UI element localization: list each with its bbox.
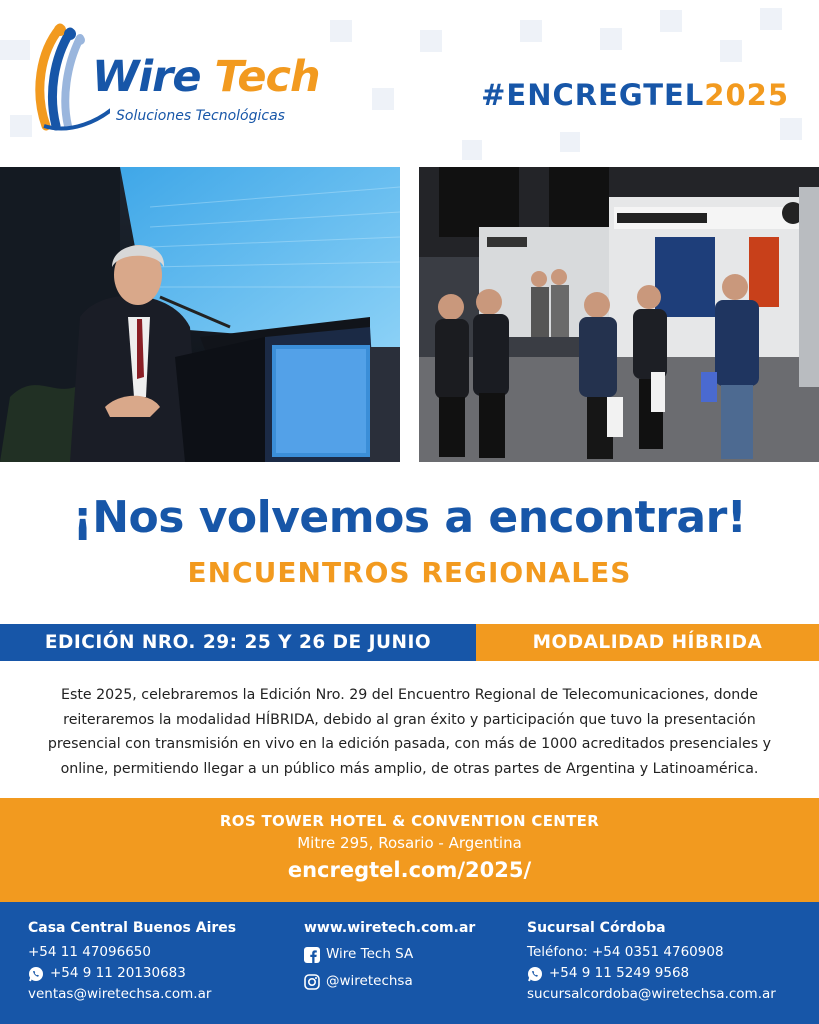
logo-wordmark bbox=[92, 52, 320, 102]
decor-square bbox=[760, 8, 782, 30]
footer-cordoba bbox=[527, 920, 776, 1005]
wiretech-logo bbox=[30, 22, 320, 142]
cordoba-whatsapp-number: +54 9 11 5249 9568 bbox=[549, 965, 690, 981]
instagram-label: @wiretechsa bbox=[326, 973, 413, 989]
venue-banner bbox=[0, 798, 819, 902]
facebook-icon bbox=[304, 947, 320, 963]
cordoba-phone[interactable]: Teléfono: +54 0351 4760908 bbox=[527, 944, 724, 960]
edition-label: EDICIÓN NRO. 29: 25 Y 26 DE JUNIO bbox=[0, 624, 476, 661]
website-link[interactable]: www.wiretech.com.ar bbox=[304, 920, 476, 936]
footer-buenos-aires bbox=[28, 920, 236, 1005]
event-url-link[interactable]: encregtel.com/2025/ bbox=[287, 858, 532, 882]
cordoba-email[interactable]: sucursalcordoba@wiretechsa.com.ar bbox=[527, 986, 776, 1002]
speaker-photo bbox=[0, 167, 400, 462]
buenos-aires-phone[interactable]: +54 11 47096650 bbox=[28, 944, 151, 960]
hashtag-year: 2025 bbox=[704, 78, 789, 112]
headline: ¡Nos volvemos a encontrar! bbox=[72, 492, 747, 543]
decor-square bbox=[660, 10, 682, 32]
footer bbox=[0, 902, 819, 1024]
facebook-label: Wire Tech SA bbox=[326, 946, 414, 962]
event-description: Este 2025, celebraremos la Edición Nro. 29 del Encuentro Regional de Telecomunicaciones, donde reiteraremos la modalidad HÍBRIDA, debido al gran éxito y participación que tuvo la presentación presencial con transmisión en vivo en la edición pasada, con más de 1000 acreditados presenciales y online, permitiendo llegar a un público más amplio, de otras partes de Argentina y Latinoamérica. bbox=[47, 687, 772, 777]
buenos-aires-whatsapp[interactable] bbox=[28, 963, 236, 984]
decor-square bbox=[720, 40, 742, 62]
modality-label: MODALIDAD HÍBRIDA bbox=[476, 624, 819, 661]
decor-square bbox=[372, 88, 394, 110]
decor-square bbox=[462, 140, 482, 160]
logo-word-wire: Wire bbox=[92, 52, 201, 102]
decor-square bbox=[600, 28, 622, 50]
venue-address: Mitre 295, Rosario - Argentina bbox=[297, 834, 522, 852]
cordoba-whatsapp[interactable] bbox=[527, 963, 776, 984]
whatsapp-icon bbox=[527, 966, 543, 982]
venue-name: ROS TOWER HOTEL & CONVENTION CENTER bbox=[219, 812, 600, 830]
event-hashtag bbox=[481, 78, 789, 112]
buenos-aires-title: Casa Central Buenos Aires bbox=[28, 920, 237, 936]
decor-square bbox=[420, 30, 442, 52]
hashtag-main: #ENCREGTEL bbox=[481, 78, 705, 112]
logo-tagline: Soluciones Tecnológicas bbox=[116, 108, 285, 124]
instagram-link[interactable] bbox=[304, 971, 475, 992]
footer-web bbox=[304, 920, 475, 992]
instagram-icon bbox=[304, 974, 320, 990]
decor-square bbox=[520, 20, 542, 42]
buenos-aires-whatsapp-number: +54 9 11 20130683 bbox=[50, 965, 186, 981]
decor-square bbox=[560, 132, 580, 152]
cordoba-title: Sucursal Córdoba bbox=[527, 920, 666, 936]
edition-band bbox=[0, 624, 819, 661]
buenos-aires-email[interactable]: ventas@wiretechsa.com.ar bbox=[28, 986, 212, 1002]
subheadline: ENCUENTROS REGIONALES bbox=[187, 556, 632, 589]
logo-word-tech: Tech bbox=[214, 52, 320, 102]
decor-square bbox=[780, 118, 802, 140]
decor-square bbox=[0, 40, 30, 60]
exhibition-photo bbox=[419, 167, 819, 462]
decor-square bbox=[330, 20, 352, 42]
decor-square bbox=[10, 115, 32, 137]
whatsapp-icon bbox=[28, 966, 44, 982]
facebook-link[interactable] bbox=[304, 944, 475, 965]
